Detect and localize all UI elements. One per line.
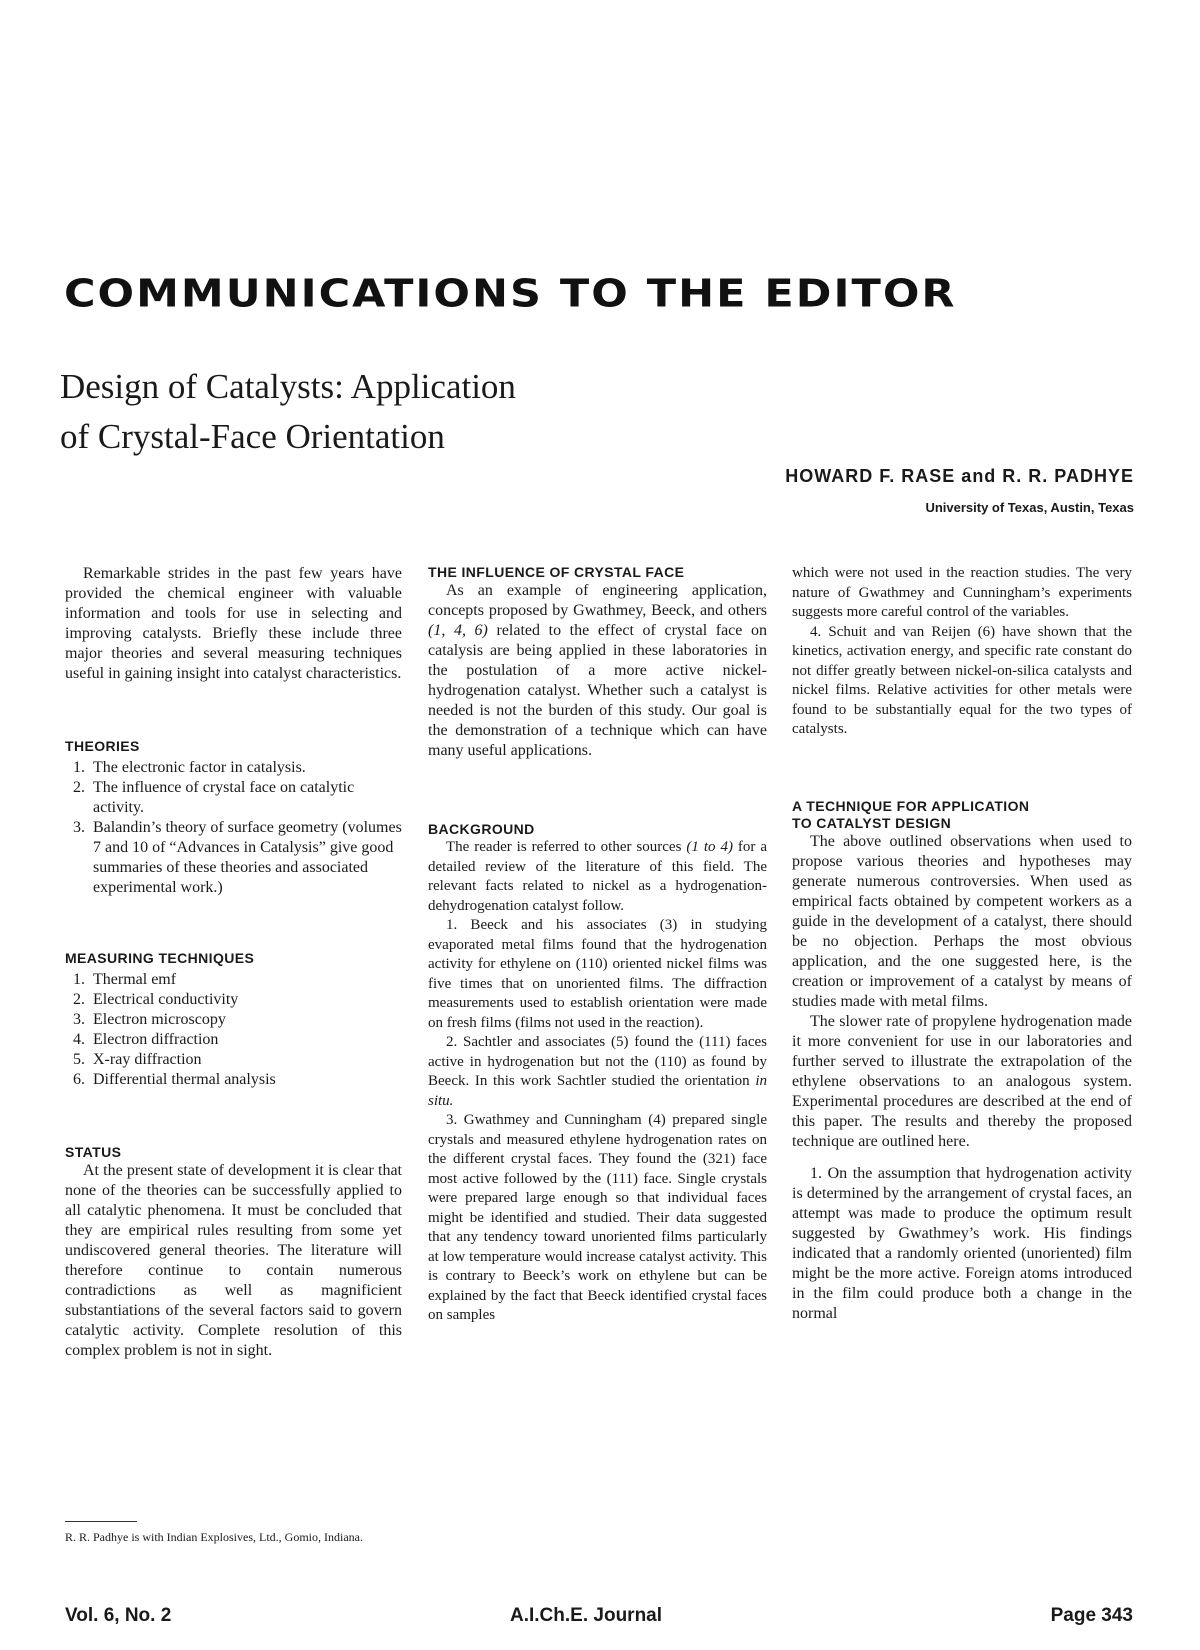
column-2 [428, 564, 767, 1326]
list-item: 3. Balandin’s theory of surface geometry (volumes 7 and 10 of “Advances in Catalysis” give good summaries of these theories and associated experimental work.) [89, 818, 402, 898]
techniques-list [65, 970, 402, 1090]
footer-page-number: Page 343 [1050, 1605, 1133, 1626]
article-title-line-1: Design of Catalysts: Application [60, 367, 516, 406]
technique-heading-line-2: TO CATALYST DESIGN [792, 814, 952, 831]
bg2-italic: in situ. [428, 1073, 767, 1109]
list-item: 2. Electrical conductivity [89, 990, 402, 1010]
intro-paragraph: Remarkable strides in the past few years have provided the chemical engineer with valuable information and tools for use in selecting and improving catalysts. Briefly these include three major theories and several measuring techniques useful in gaining insight into catalyst characteristics. [65, 565, 402, 682]
status-heading: STATUS [65, 1144, 122, 1160]
list-item: 6. Differential thermal analysis [89, 1070, 402, 1090]
column-1 [65, 564, 402, 1361]
background-body [428, 838, 767, 1326]
section-title: COMMUNICATIONS TO THE EDITOR [64, 272, 957, 316]
bg2-text: 2. Sachtler and associates (5) found the (111) faces active in hydrogenation but not the (110) as found by Beeck. In this work Sachtler studied the orientation [428, 1034, 767, 1089]
technique-heading [792, 798, 1132, 832]
background-item-2 [428, 1033, 767, 1111]
background-item-4: 4. Schuit and van Reijen (6) have shown that the kinetics, activation energy, and specific rate constant do not differ greatly between nickel-on-silica catalysts and nickel films. Relative activities for other metals were found to be substantially equal for the two types of catalysts. [792, 623, 1132, 737]
measuring-techniques-heading: MEASURING TECHNIQUES [65, 950, 255, 966]
list-item: 1. The electronic factor in catalysis. [89, 758, 402, 778]
footer-volume: Vol. 6, No. 2 [65, 1605, 172, 1626]
continuation-paragraph: which were not used in the reaction studies. The very nature of Gwathmey and Cunningham’s experiments suggests more careful control of the variables. [792, 565, 1132, 620]
influence-text-b: related to the effect of crystal face on catalysis are being applied in these laboratories in the postulation of a more active nickel-hydrogenation catalyst. Whether such a catalyst is needed is not the burden of this study. Our goal is the demonstration of a technique which can have many useful applications. [428, 622, 767, 759]
list-item: 5. X-ray diffraction [89, 1050, 402, 1070]
column-3-upper [792, 564, 1132, 740]
list-item: 4. Electron diffraction [89, 1030, 402, 1050]
list-item: 1. Thermal emf [89, 970, 402, 990]
background-heading: BACKGROUND [428, 821, 535, 837]
column-3 [792, 564, 1132, 1324]
theories-heading: THEORIES [65, 738, 140, 754]
influence-heading: THE INFLUENCE OF CRYSTAL FACE [428, 564, 685, 580]
bg-intro-text-b: for a detailed review of the literature of this field. The relevant facts related to nickel as a hydrogenation-dehydrogenation catalyst follow. [428, 839, 767, 914]
technique-heading-line-1: A TECHNIQUE FOR APPLICATION [792, 797, 1030, 814]
footer-journal: A.I.Ch.E. Journal [510, 1605, 663, 1626]
article-title [60, 362, 700, 462]
citation: (1, 4, 6) [428, 622, 488, 639]
list-item: 2. The influence of crystal face on catalytic activity. [89, 778, 402, 818]
authors: HOWARD F. RASE and R. R. PADHYE [785, 466, 1134, 486]
influence-text-a: As an example of engineering application, concepts proposed by Gwathmey, Beeck, and others [428, 582, 767, 619]
influence-paragraph [428, 581, 767, 761]
footnote: R. R. Padhye is with Indian Explosives, Ltd., Gomio, Indiana. [65, 1530, 363, 1544]
article-title-line-2: of Crystal-Face Orientation [60, 417, 445, 456]
background-item-1: 1. Beeck and his associates (3) in studying evaporated metal films found that the hydrogenation activity for ethylene on (110) oriented nickel films was five times that on unoriented films. The diffraction measurements used to establish orientation were made on fresh films (films not used in the reaction). [428, 917, 767, 1031]
footnote-rule [65, 1521, 137, 1522]
technique-paragraph-1: The above outlined observations when used to propose various theories and hypotheses may generate numerous controversies. When used as empirical facts obtained by competent workers as a guide in the development of a catalyst, there should be no objection. Perhaps the most obvious application, and the one suggested here, is the creation or improvement of a catalyst by means of studies made with metal films. [792, 832, 1132, 1010]
list-item: 3. Electron microscopy [89, 1010, 402, 1030]
status-paragraph: At the present state of development it is clear that none of the theories can be successfully applied to all catalytic phenomena. It must be concluded that they are empirical rules resulting from some yet undiscovered general theories. The literature will therefore continue to contain numerous contradictions as well as magnificient substantiations of the several factors said to govern catalytic activity. Complete resolution of this complex problem is not in sight. [65, 1162, 402, 1359]
technique-paragraph-2: The slower rate of propylene hydrogenation made it more convenient for use in our laboratories and further served to illustrate the extrapolation of the ethylene observations to an analogous system. Experimental procedures are described at the end of this paper. The results and thereby the proposed technique are outlined here. [792, 1012, 1132, 1150]
bg-intro-text-a: The reader is referred to other sources [446, 839, 682, 855]
theories-list [65, 758, 402, 898]
affiliation: University of Texas, Austin, Texas [925, 500, 1134, 515]
technique-paragraph-3: 1. On the assumption that hydrogenation activity is determined by the arrangement of crystal faces, an attempt was made to produce the optimum result suggested by Gwathmey’s work. His findings indicated that a randomly oriented (unoriented) film might be the more active. Foreign atoms introduced in the film could produce both a change in the normal [792, 1164, 1132, 1322]
citation: (1 to 4) [686, 839, 733, 855]
background-intro [428, 838, 767, 916]
background-item-3: 3. Gwathmey and Cunningham (4) prepared single crystals and measured ethylene hydrogenation rates on the different crystal faces. They found the (321) face most active followed by the (111) face. Single crystals were prepared large enough so that individual faces might be identified and studied. Their data suggested that any tendency toward unoriented films particularly at low temperature would increase catalyst activity. This is contrary to Beeck’s work on ethylene but can be explained by the fact that Beeck identified crystal faces on samples [428, 1112, 767, 1323]
